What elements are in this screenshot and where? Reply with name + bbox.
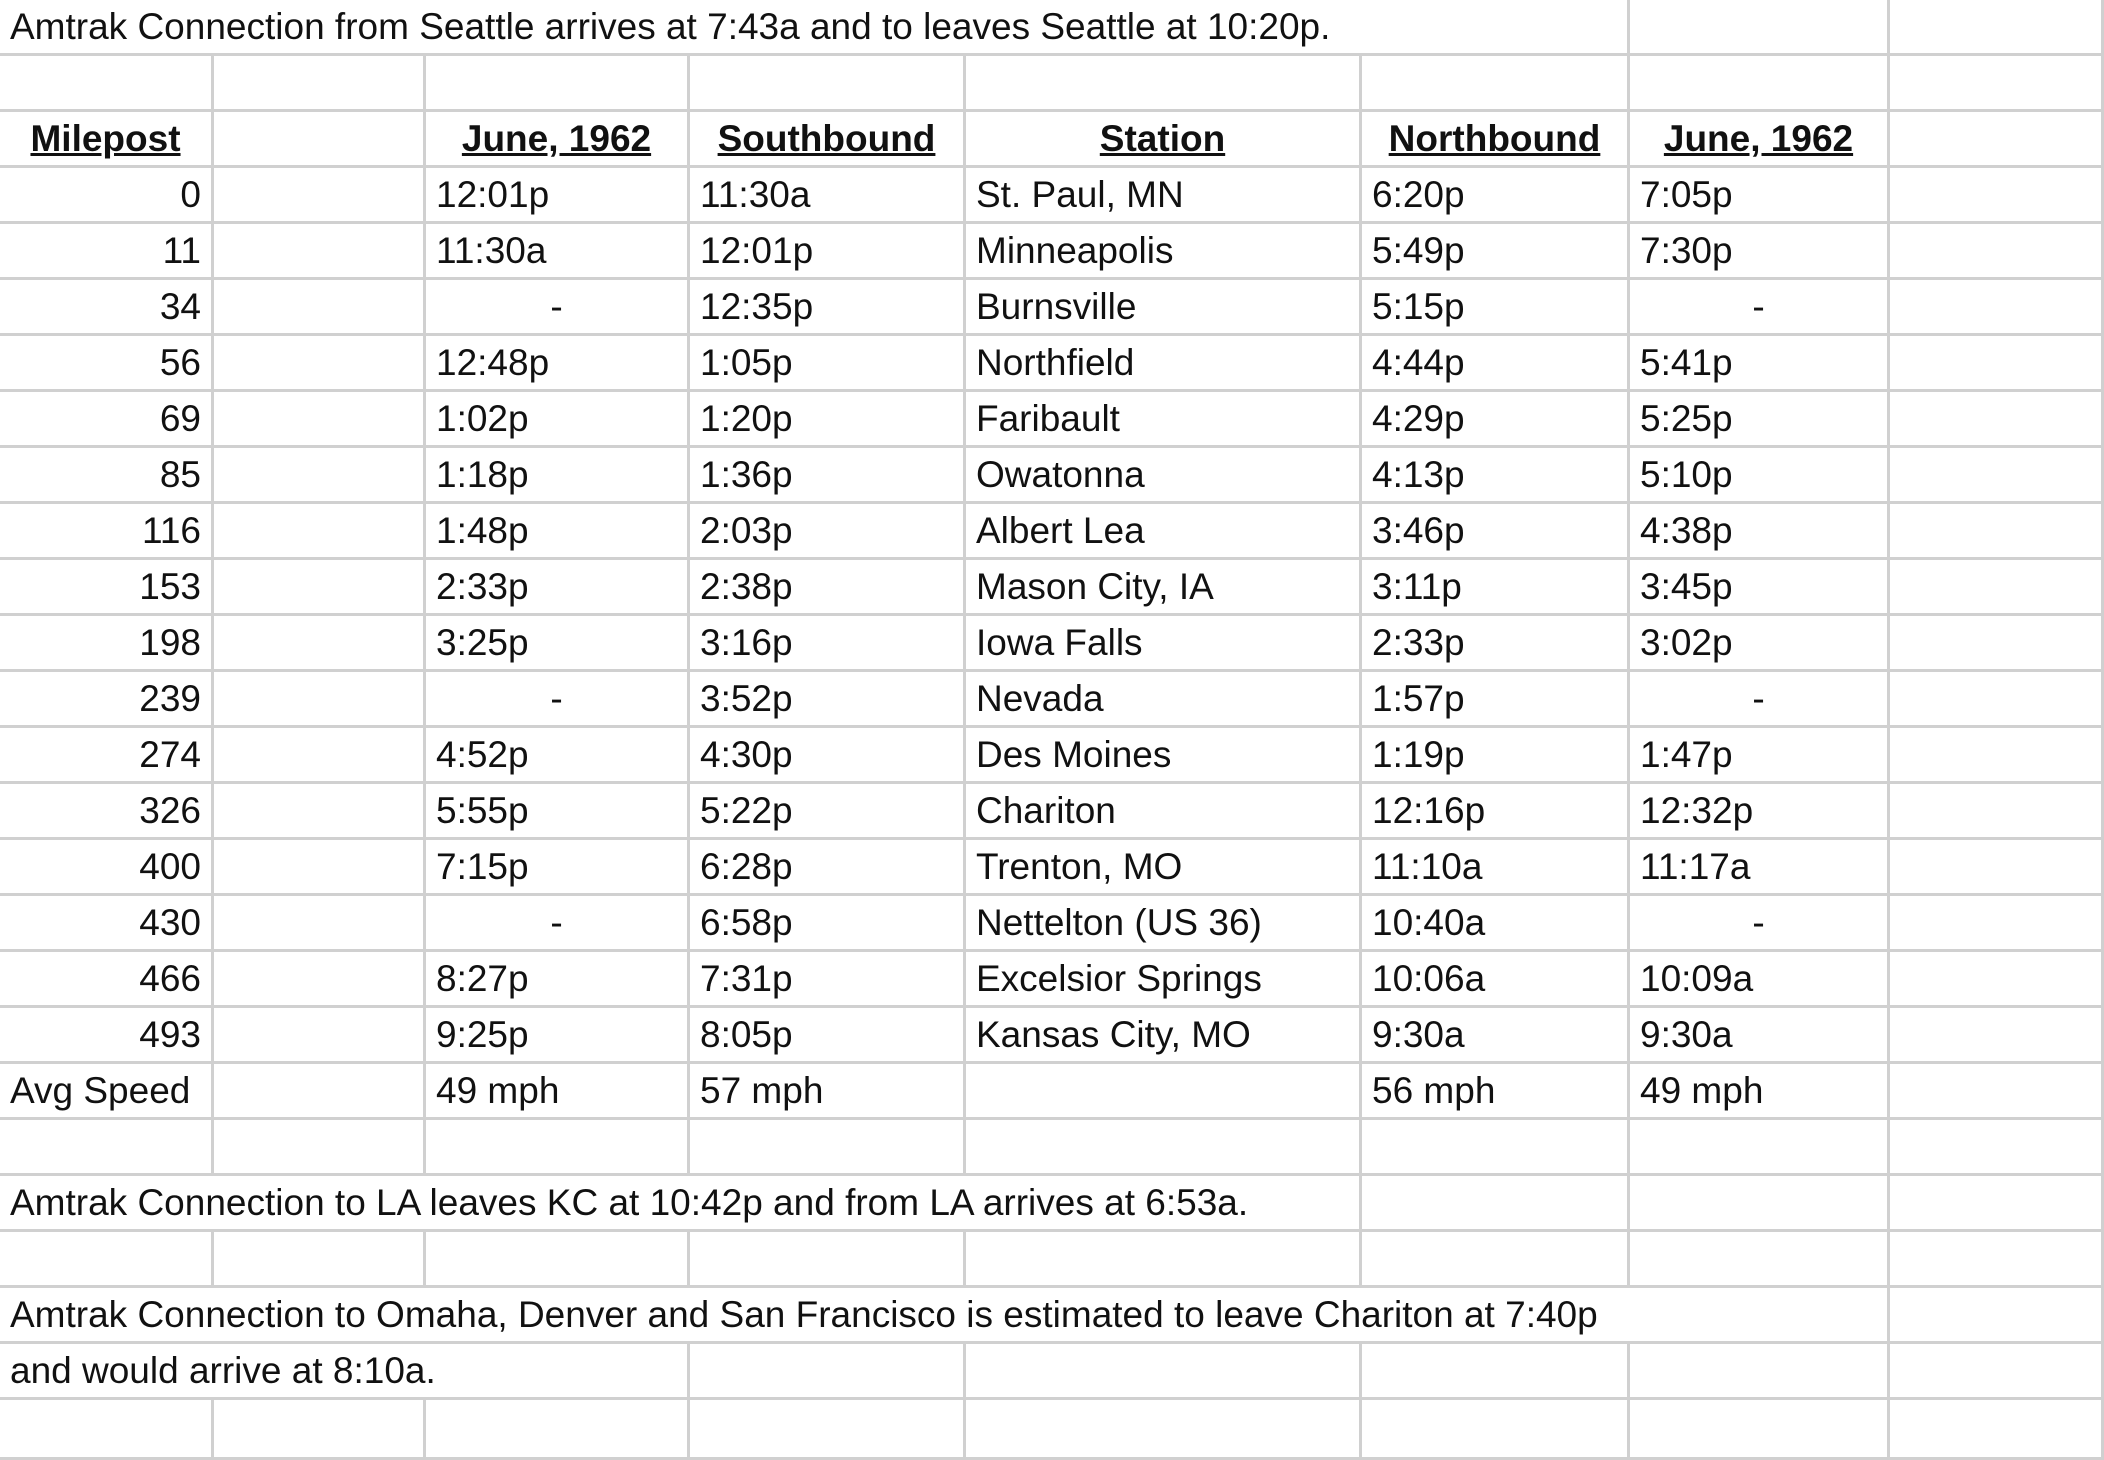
- northbound-cell[interactable]: 10:06a: [1362, 952, 1630, 1008]
- empty-cell[interactable]: [966, 1232, 1362, 1288]
- june-north-cell[interactable]: -: [1630, 280, 1890, 336]
- header-southbound[interactable]: Southbound: [690, 112, 966, 168]
- milepost-cell[interactable]: 85: [0, 448, 214, 504]
- empty-cell[interactable]: [214, 952, 426, 1008]
- june-south-cell[interactable]: 2:33p: [426, 560, 690, 616]
- station-cell[interactable]: Mason City, IA: [966, 560, 1362, 616]
- note-cell[interactable]: [0, 0, 1630, 56]
- northbound-cell[interactable]: 12:16p: [1362, 784, 1630, 840]
- empty-cell[interactable]: [1630, 1232, 1890, 1288]
- empty-cell[interactable]: [1362, 1176, 1630, 1232]
- empty-cell[interactable]: [214, 560, 426, 616]
- empty-cell[interactable]: [214, 1008, 426, 1064]
- june-north-cell[interactable]: 11:17a: [1630, 840, 1890, 896]
- june-north-cell[interactable]: 10:09a: [1630, 952, 1890, 1008]
- northbound-cell[interactable]: 1:19p: [1362, 728, 1630, 784]
- station-cell[interactable]: Iowa Falls: [966, 616, 1362, 672]
- empty-cell[interactable]: [214, 896, 426, 952]
- note-la: Amtrak Connection to LA leaves KC at 10:42p and from LA arrives at 6:53a.: [10, 1182, 1249, 1223]
- june-north-cell[interactable]: 5:25p: [1630, 392, 1890, 448]
- header-june-south[interactable]: June, 1962: [426, 112, 690, 168]
- empty-cell[interactable]: [214, 336, 426, 392]
- header-milepost[interactable]: Milepost: [0, 112, 214, 168]
- northbound-cell[interactable]: 11:10a: [1362, 840, 1630, 896]
- june-south-cell[interactable]: 8:27p: [426, 952, 690, 1008]
- empty-cell[interactable]: [1362, 1344, 1630, 1400]
- june-south-cell[interactable]: 12:01p: [426, 168, 690, 224]
- empty-cell[interactable]: [214, 280, 426, 336]
- table-row: [0, 224, 2104, 280]
- june-south-cell[interactable]: 7:15p: [426, 840, 690, 896]
- station-cell[interactable]: Chariton: [966, 784, 1362, 840]
- header-northbound[interactable]: Northbound: [1362, 112, 1630, 168]
- empty-cell[interactable]: [1890, 504, 2104, 560]
- empty-cell[interactable]: [0, 56, 214, 112]
- northbound-cell[interactable]: 9:30a: [1362, 1008, 1630, 1064]
- header-row: [0, 112, 2104, 168]
- empty-cell[interactable]: [1362, 56, 1630, 112]
- empty-cell[interactable]: [690, 1400, 966, 1460]
- empty-cell[interactable]: [0, 1120, 214, 1176]
- empty-cell[interactable]: [1890, 560, 2104, 616]
- empty-row: [0, 1232, 2104, 1288]
- station-cell[interactable]: Northfield: [966, 336, 1362, 392]
- avg-speed-row: [0, 1064, 2104, 1120]
- avg-speed-june-north[interactable]: 49 mph: [1630, 1064, 1890, 1120]
- northbound-cell[interactable]: 4:29p: [1362, 392, 1630, 448]
- note-cell[interactable]: [0, 1344, 690, 1400]
- june-north-cell[interactable]: 12:32p: [1630, 784, 1890, 840]
- southbound-cell[interactable]: 1:36p: [690, 448, 966, 504]
- june-north-cell[interactable]: 5:41p: [1630, 336, 1890, 392]
- avg-speed-northbound[interactable]: 56 mph: [1362, 1064, 1630, 1120]
- empty-cell[interactable]: [1362, 1232, 1630, 1288]
- empty-cell[interactable]: [214, 56, 426, 112]
- header-station[interactable]: Station: [966, 112, 1362, 168]
- avg-speed-label[interactable]: Avg Speed: [0, 1064, 214, 1120]
- table-row: [0, 392, 2104, 448]
- southbound-cell[interactable]: 7:31p: [690, 952, 966, 1008]
- empty-cell[interactable]: [1890, 224, 2104, 280]
- milepost-cell[interactable]: 0: [0, 168, 214, 224]
- milepost-cell[interactable]: 198: [0, 616, 214, 672]
- note-cell[interactable]: [0, 1288, 1890, 1344]
- empty-cell[interactable]: [1630, 1400, 1890, 1460]
- june-north-cell[interactable]: -: [1630, 672, 1890, 728]
- june-north-cell[interactable]: 7:30p: [1630, 224, 1890, 280]
- station-cell[interactable]: Kansas City, MO: [966, 1008, 1362, 1064]
- station-cell[interactable]: Des Moines: [966, 728, 1362, 784]
- southbound-cell[interactable]: 5:22p: [690, 784, 966, 840]
- empty-cell[interactable]: [1890, 56, 2104, 112]
- empty-cell[interactable]: [1890, 392, 2104, 448]
- empty-cell[interactable]: [1630, 1344, 1890, 1400]
- june-north-cell[interactable]: 4:38p: [1630, 504, 1890, 560]
- southbound-cell[interactable]: 1:05p: [690, 336, 966, 392]
- northbound-cell[interactable]: 3:46p: [1362, 504, 1630, 560]
- june-north-cell[interactable]: -: [1630, 896, 1890, 952]
- note-omaha-line2: and would arrive at 8:10a.: [10, 1350, 436, 1391]
- empty-cell[interactable]: [214, 728, 426, 784]
- southbound-cell[interactable]: 3:16p: [690, 616, 966, 672]
- milepost-cell[interactable]: 239: [0, 672, 214, 728]
- milepost-cell[interactable]: 116: [0, 504, 214, 560]
- empty-cell[interactable]: [966, 56, 1362, 112]
- empty-cell[interactable]: [1890, 448, 2104, 504]
- northbound-cell[interactable]: 5:15p: [1362, 280, 1630, 336]
- empty-cell[interactable]: [1890, 672, 2104, 728]
- empty-cell[interactable]: [1630, 56, 1890, 112]
- northbound-cell[interactable]: 6:20p: [1362, 168, 1630, 224]
- station-cell[interactable]: Excelsior Springs: [966, 952, 1362, 1008]
- empty-cell[interactable]: [690, 1232, 966, 1288]
- southbound-cell[interactable]: 2:38p: [690, 560, 966, 616]
- empty-cell[interactable]: [214, 1232, 426, 1288]
- empty-cell[interactable]: [1362, 1120, 1630, 1176]
- empty-cell[interactable]: [1890, 1008, 2104, 1064]
- southbound-cell[interactable]: 12:01p: [690, 224, 966, 280]
- empty-cell[interactable]: [214, 1120, 426, 1176]
- milepost-cell[interactable]: 34: [0, 280, 214, 336]
- southbound-cell[interactable]: 6:28p: [690, 840, 966, 896]
- note-cell[interactable]: [0, 1176, 1362, 1232]
- empty-cell[interactable]: [214, 168, 426, 224]
- empty-cell[interactable]: [1890, 1288, 2104, 1344]
- milepost-cell[interactable]: 326: [0, 784, 214, 840]
- table-row: [0, 784, 2104, 840]
- empty-cell[interactable]: [690, 56, 966, 112]
- southbound-cell[interactable]: 4:30p: [690, 728, 966, 784]
- empty-cell[interactable]: [1890, 784, 2104, 840]
- northbound-cell[interactable]: 10:40a: [1362, 896, 1630, 952]
- northbound-cell[interactable]: 4:44p: [1362, 336, 1630, 392]
- note-row-omaha-2: [0, 1344, 2104, 1400]
- empty-cell[interactable]: [690, 1344, 966, 1400]
- note-row-omaha-1: [0, 1288, 2104, 1344]
- june-south-cell[interactable]: 3:25p: [426, 616, 690, 672]
- table-row: [0, 168, 2104, 224]
- empty-row: [0, 56, 2104, 112]
- station-cell[interactable]: Minneapolis: [966, 224, 1362, 280]
- note-seattle: Amtrak Connection from Seattle arrives at 7:43a and to leaves Seattle at 10:20p.: [10, 6, 1331, 47]
- june-south-cell[interactable]: 1:18p: [426, 448, 690, 504]
- table-row: [0, 840, 2104, 896]
- southbound-cell[interactable]: 8:05p: [690, 1008, 966, 1064]
- empty-cell[interactable]: [214, 616, 426, 672]
- empty-cell[interactable]: [214, 504, 426, 560]
- header-june-north[interactable]: June, 1962: [1630, 112, 1890, 168]
- empty-cell[interactable]: [1362, 1400, 1630, 1460]
- empty-cell[interactable]: [690, 1120, 966, 1176]
- empty-cell[interactable]: [0, 1232, 214, 1288]
- empty-cell[interactable]: [214, 112, 426, 168]
- northbound-cell[interactable]: 5:49p: [1362, 224, 1630, 280]
- empty-cell[interactable]: [214, 448, 426, 504]
- empty-cell[interactable]: [1890, 112, 2104, 168]
- empty-cell[interactable]: [1630, 1120, 1890, 1176]
- june-south-cell[interactable]: -: [426, 896, 690, 952]
- empty-row: [0, 1400, 2104, 1460]
- northbound-cell[interactable]: 1:57p: [1362, 672, 1630, 728]
- avg-speed-june-south[interactable]: 49 mph: [426, 1064, 690, 1120]
- table-row: [0, 896, 2104, 952]
- empty-cell[interactable]: [1890, 840, 2104, 896]
- empty-cell[interactable]: [1890, 1064, 2104, 1120]
- empty-cell[interactable]: [1630, 1176, 1890, 1232]
- table-row: [0, 728, 2104, 784]
- empty-cell[interactable]: [1890, 1232, 2104, 1288]
- empty-cell[interactable]: [214, 1064, 426, 1120]
- empty-cell[interactable]: [966, 1120, 1362, 1176]
- june-north-cell[interactable]: 7:05p: [1630, 168, 1890, 224]
- june-north-cell[interactable]: 5:10p: [1630, 448, 1890, 504]
- station-cell[interactable]: Nettelton (US 36): [966, 896, 1362, 952]
- empty-cell[interactable]: [426, 1120, 690, 1176]
- empty-cell[interactable]: [1890, 952, 2104, 1008]
- empty-cell[interactable]: [214, 784, 426, 840]
- empty-cell[interactable]: [1890, 280, 2104, 336]
- milepost-cell[interactable]: 274: [0, 728, 214, 784]
- milepost-cell[interactable]: 56: [0, 336, 214, 392]
- june-south-cell[interactable]: 12:48p: [426, 336, 690, 392]
- note-row-seattle: [0, 0, 2104, 56]
- june-south-cell[interactable]: 9:25p: [426, 1008, 690, 1064]
- empty-cell[interactable]: [1890, 1176, 2104, 1232]
- june-south-cell[interactable]: -: [426, 280, 690, 336]
- note-omaha-line1: Amtrak Connection to Omaha, Denver and San Francisco is estimated to leave Chariton at 7:40p: [10, 1294, 1598, 1335]
- station-cell[interactable]: Trenton, MO: [966, 840, 1362, 896]
- milepost-cell[interactable]: 430: [0, 896, 214, 952]
- table-row: [0, 952, 2104, 1008]
- empty-cell[interactable]: [214, 392, 426, 448]
- southbound-cell[interactable]: 11:30a: [690, 168, 966, 224]
- northbound-cell[interactable]: 4:13p: [1362, 448, 1630, 504]
- june-south-cell[interactable]: 4:52p: [426, 728, 690, 784]
- table-row: [0, 560, 2104, 616]
- table-row: [0, 336, 2104, 392]
- table-row: [0, 616, 2104, 672]
- june-north-cell[interactable]: 9:30a: [1630, 1008, 1890, 1064]
- empty-cell[interactable]: [1890, 0, 2104, 56]
- station-cell[interactable]: Owatonna: [966, 448, 1362, 504]
- station-cell[interactable]: Nevada: [966, 672, 1362, 728]
- empty-cell[interactable]: [214, 224, 426, 280]
- milepost-cell[interactable]: 153: [0, 560, 214, 616]
- table-row: [0, 1008, 2104, 1064]
- empty-cell[interactable]: [0, 1400, 214, 1460]
- northbound-cell[interactable]: 2:33p: [1362, 616, 1630, 672]
- station-cell[interactable]: Burnsville: [966, 280, 1362, 336]
- empty-cell[interactable]: [1890, 728, 2104, 784]
- avg-speed-southbound[interactable]: 57 mph: [690, 1064, 966, 1120]
- empty-cell[interactable]: [966, 1064, 1362, 1120]
- southbound-cell[interactable]: 2:03p: [690, 504, 966, 560]
- northbound-cell[interactable]: 3:11p: [1362, 560, 1630, 616]
- station-cell[interactable]: Albert Lea: [966, 504, 1362, 560]
- empty-cell[interactable]: [966, 1400, 1362, 1460]
- june-south-cell[interactable]: -: [426, 672, 690, 728]
- empty-cell[interactable]: [214, 672, 426, 728]
- empty-cell[interactable]: [1890, 1120, 2104, 1176]
- june-south-cell[interactable]: 11:30a: [426, 224, 690, 280]
- empty-cell[interactable]: [426, 56, 690, 112]
- table-row: [0, 280, 2104, 336]
- empty-cell[interactable]: [1890, 616, 2104, 672]
- june-south-cell[interactable]: 5:55p: [426, 784, 690, 840]
- milepost-cell[interactable]: 69: [0, 392, 214, 448]
- empty-cell[interactable]: [1630, 0, 1890, 56]
- empty-cell[interactable]: [426, 1400, 690, 1460]
- station-cell[interactable]: St. Paul, MN: [966, 168, 1362, 224]
- june-north-cell[interactable]: 3:02p: [1630, 616, 1890, 672]
- table-row: [0, 672, 2104, 728]
- june-south-cell[interactable]: 1:48p: [426, 504, 690, 560]
- empty-cell[interactable]: [1890, 336, 2104, 392]
- note-row-la: [0, 1176, 2104, 1232]
- station-cell[interactable]: Faribault: [966, 392, 1362, 448]
- milepost-cell[interactable]: 493: [0, 1008, 214, 1064]
- june-north-cell[interactable]: 1:47p: [1630, 728, 1890, 784]
- empty-cell[interactable]: [1890, 1400, 2104, 1460]
- empty-cell[interactable]: [214, 1400, 426, 1460]
- milepost-cell[interactable]: 11: [0, 224, 214, 280]
- southbound-cell[interactable]: 1:20p: [690, 392, 966, 448]
- milepost-cell[interactable]: 400: [0, 840, 214, 896]
- empty-cell[interactable]: [966, 1344, 1362, 1400]
- empty-cell[interactable]: [1890, 896, 2104, 952]
- table-row: [0, 504, 2104, 560]
- southbound-cell[interactable]: 12:35p: [690, 280, 966, 336]
- empty-cell[interactable]: [1890, 168, 2104, 224]
- june-north-cell[interactable]: 3:45p: [1630, 560, 1890, 616]
- empty-row: [0, 1120, 2104, 1176]
- table-row: [0, 448, 2104, 504]
- empty-cell[interactable]: [426, 1232, 690, 1288]
- empty-cell[interactable]: [1890, 1344, 2104, 1400]
- june-south-cell[interactable]: 1:02p: [426, 392, 690, 448]
- southbound-cell[interactable]: 6:58p: [690, 896, 966, 952]
- southbound-cell[interactable]: 3:52p: [690, 672, 966, 728]
- milepost-cell[interactable]: 466: [0, 952, 214, 1008]
- empty-cell[interactable]: [214, 840, 426, 896]
